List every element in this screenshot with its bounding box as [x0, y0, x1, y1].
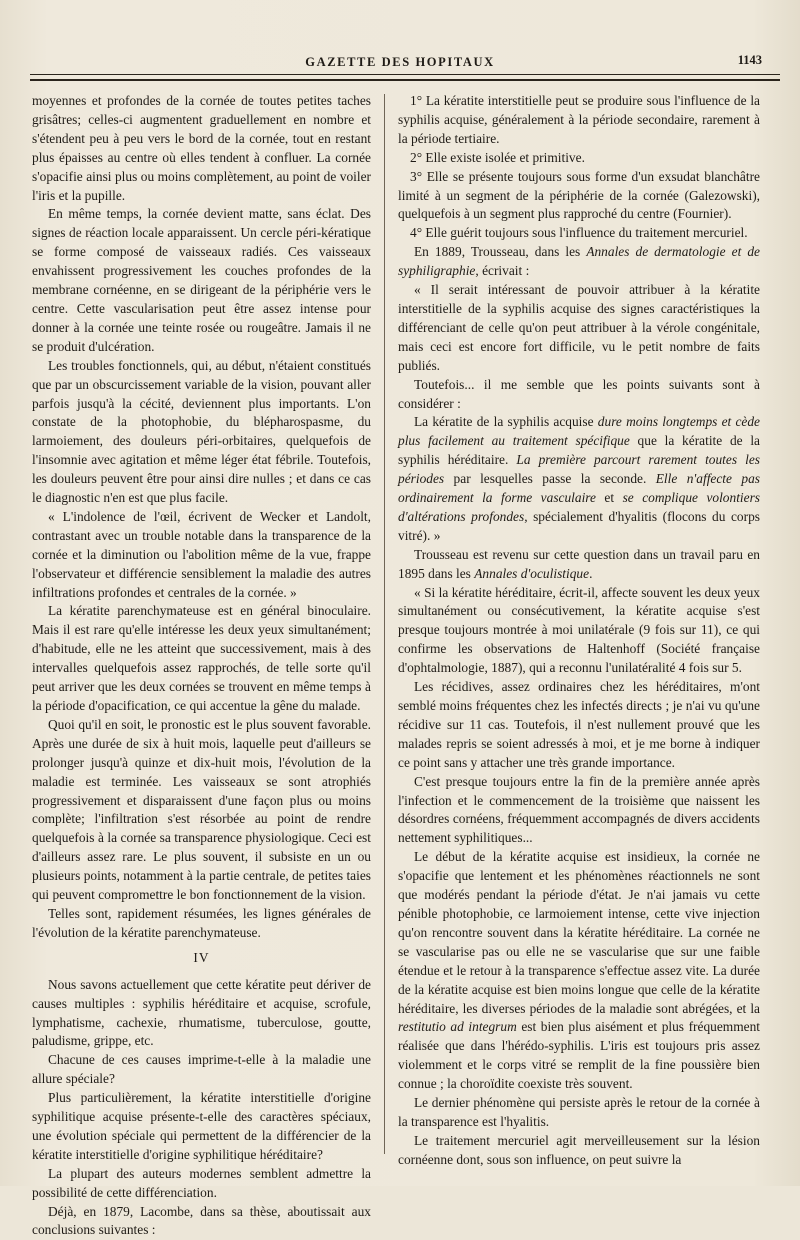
- paragraph: Le traitement mercuriel agit merveilleusement sur la lésion cornéenne dont, sous son influence, on peut suivre la: [398, 1132, 760, 1167]
- paragraph: Nous savons actuellement que cette kératite peut dériver de causes multiples : syphilis héréditaire et acquise, scrofule, lymphatisme, cachexie, rhumatisme, tuberculose, goutte, paludisme, grippe, etc.: [32, 976, 371, 1049]
- paragraph: Quoi qu'il en soit, le pronostic est le plus souvent favorable. Après une durée de six à huit mois, laquelle peut d'ailleurs se prolonger jusqu'à quinze et dix-huit mois, l'évolution de la maladie est terminée. Les vaisseaux se sont atrophiés progressivement et disparaissent d'une façon plus ou moins complète; l'infiltration s'est résorbée au point de rendre quelquefois à la cornée sa transparence physiologique. Ceci est d'ailleurs assez rare. Le plus souvent, il subsiste en un ou plusieurs points, notamment à la partie centrale, de petites taies qui peuvent compromettre le bon fonctionnement de la vision.: [32, 716, 371, 903]
- right-column: [398, 92, 760, 1170]
- header-rule-thin: [30, 74, 780, 75]
- italic-text: Elle n'affecte pas ordinairement la forme vasculaire: [398, 471, 760, 506]
- paragraph: Le dernier phénomène qui persiste après le retour de la cornée à la transparence est l'hyalitis.: [398, 1095, 760, 1129]
- list-item: 4° Elle guérit toujours sous l'influence du traitement mercuriel.: [410, 225, 748, 241]
- text: par lesquelles passe la seconde.: [444, 471, 656, 487]
- paragraph: La kératite parenchymateuse est en général binoculaire. Mais il est rare qu'elle intéresse les deux yeux simultanément; d'habitude, elle ne les atteint que successivement, mais à des intervalles quelquefois assez rapprochés, de telle sorte qu'il peut arriver que les deux cornées se trouvent en même temps à la période d'opacification, ce qui accentue la gêne du malade.: [32, 603, 371, 713]
- text: que la kératite de la syphilis héréditaire.: [398, 433, 760, 468]
- text: La kératite de la syphilis acquise: [414, 414, 598, 430]
- text: , spécialement d'hyalitis (flocons du corps vitré). »: [398, 508, 760, 543]
- paragraph: La plupart des auteurs modernes semblent admettre la possibilité de cette différenciation.: [32, 1165, 371, 1200]
- paragraph: Chacune de ces causes imprime-t-elle à la maladie une allure spéciale?: [32, 1052, 371, 1087]
- paragraph: Telles sont, rapidement résumées, les lignes générales de l'évolution de la kératite parenchymateuse.: [32, 905, 371, 940]
- text: est bien plus aisément et plus fréquemment réalisée que dans l'hérédo-syphilis. L'iris est toujours pris assez violemment et le corps vitré se remplit de la fine poussière bien connue ; la choroïdite coexiste très souvent.: [398, 1019, 760, 1092]
- italic-citation: Annales d'oculistique: [474, 565, 590, 581]
- paragraph: « L'indolence de l'œil, écrivent de Wecker et Landolt, contrastant avec un trouble notable dans la transparence de la cornée et la diminution ou l'abolition même de la vue, frappe l'observateur et différencie sensiblement la maladie des autres infiltrations profondes et centrales de la cornée. »: [32, 508, 371, 600]
- paragraph: C'est presque toujours entre la fin de la première année après l'infection et le commencement de la troisième que naissent les désordres cornéens, fréquemment accompagnés de divers accidents nettement syphilitiques...: [398, 773, 760, 846]
- paragraph: « Si la kératite héréditaire, écrit-il, affecte souvent les deux yeux simultanément ou consécutivement, la kératite acquise s'est presque toujours montrée à moi unilatérale (9 fois sur 11), ce qui confirme les observations de Haltenhoff (Société française d'ophtalmologie, 1887), qui a reconnu l'unilatéralité 4 fois sur 5.: [398, 584, 760, 676]
- paragraph: Plus particulièrement, la kératite interstitielle d'origine syphilitique acquise présente-t-elle des caractères spéciaux, une évolution spéciale qui permettent de la différencier de la kératite interstitielle d'origine syphilitique héréditaire?: [32, 1090, 371, 1162]
- list-item: 1° La kératite interstitielle peut se produire sous l'influence de la syphilis acquise, généralement à la période secondaire, rarement à la période tertiaire.: [398, 93, 760, 146]
- italic-text: dure moins longtemps et cède plus facilement au traitement spécifique: [398, 414, 761, 449]
- paragraph: Déjà, en 1879, Lacombe, dans sa thèse, aboutissait aux conclusions suivantes :: [32, 1203, 371, 1238]
- paragraph: En même temps, la cornée devient matte, sans éclat. Des signes de réaction locale apparaissent. Un cercle péri-kératique se forme composé de vaisseaux radiés. Ces vaisseaux envahissent progressivement les couches profondes de la membrane cornéenne, en se dirigeant de la périphérie vers le centre. Cette vascularisation peut être assez intense pour donner à la cornée une teinte rosée ou rougeâtre. Jamais il ne se produit d'ulcération.: [32, 206, 371, 354]
- paragraph: Les récidives, assez ordinaires chez les héréditaires, m'ont semblé moins fréquentes chez les infectés directs ; je n'ai vu qu'une récidive sur 11 cas. Toutefois, il n'est nullement prouvé que les malades repris se soient adressés à moi, et je me borne à indiquer ce point sans y attacher une très grande importance.: [398, 679, 760, 770]
- journal-title: GAZETTE DES HOPITAUX: [305, 55, 495, 69]
- text: En 1889, Trousseau, dans les: [414, 244, 587, 260]
- left-column: [32, 92, 371, 1240]
- text: , écrivait :: [475, 263, 530, 279]
- page-header: [28, 52, 772, 72]
- paragraph: [398, 243, 760, 281]
- list-item: 3° Elle se présente toujours sous forme d'un exsudat blanchâtre limité à un segment de la périphérie de la cornée (Galezowski), quelquefois à un segment plus rapproché du centre (Fournier).: [398, 168, 760, 222]
- paragraph: [398, 413, 760, 545]
- text: Trousseau est revenu sur cette question dans un travail paru en 1895 dans les: [398, 546, 760, 581]
- header-rule-thick: [30, 79, 780, 81]
- paragraph: moyennes et profondes de la cornée de toutes petites taches grisâtres; celles-ci augmentent graduellement en nombre et s'étendent peu à peu vers le bord de la cornée, tout en restant plus épaisses au centre où elles tendent à confluer. La cornée s'opacifie ainsi plus ou moins complètement, au point de voiler l'iris et la pupille.: [32, 93, 371, 203]
- column-divider: [384, 94, 385, 1154]
- italic-text: La première parcourt rarement toutes les périodes: [398, 452, 760, 487]
- section-heading: IV: [193, 949, 210, 965]
- text: .: [589, 565, 593, 581]
- list-item: 2° Elle existe isolée et primitive.: [410, 149, 585, 165]
- text: Le début de la kératite acquise est insidieux, la cornée ne s'opacifie que lentement et les phénomènes réactionnels ne sont que modérés pendant la période d'état. Je n'ai jamais vu cette pénible photophobie, ce larmoiement intense, cette vive injection qu'on rencontre souvent dans la kératite héréditaire. La cornée ne se vascularise pas ou elle ne se vascularise que sur une faible étendue et le retour à la transparence s'effectue assez vite. La durée de la kératite acquise est bien moins longue que celle de la kératite héréditaire, les diverses périodes de la maladie sont abrégées, et la: [398, 849, 760, 1016]
- italic-text: se complique volontiers d'altérations profondes: [398, 490, 761, 524]
- paragraph: [398, 546, 760, 584]
- paragraph: [398, 848, 760, 1094]
- page-number: 1143: [737, 53, 762, 67]
- text: et: [595, 490, 623, 506]
- italic-text: restitutio ad integrum: [398, 1019, 517, 1035]
- paragraph: « Il serait intéressant de pouvoir attribuer à la kératite interstitielle de la syphilis acquise des signes caractéristiques la différenciant de celle qu'on peut attribuer à la vérole congénitale, mais ceci est encore fort difficile, vu le petit nombre de faits publiés.: [398, 282, 760, 373]
- italic-citation: Annales de dermatologie et de syphiligraphie: [398, 244, 760, 279]
- paragraph: Les troubles fonctionnels, qui, au début, n'étaient constitués que par un obscurcissement variable de la vision, pouvant aller parfois jusqu'à la cécité, deviennent plus importants. L'on constate de la photophobie, du blépharospasme, du larmoiement, des douleurs péri-orbitaires, quelquefois de l'insomnie avec agitation et même léger état fébrile. Toutefois, les douleurs peuvent être pour ainsi dire nulles ; et dans ce cas le diagnostic n'en est que plus facile.: [32, 357, 371, 506]
- paragraph: Toutefois... il me semble que les points suivants sont à considérer :: [398, 376, 760, 411]
